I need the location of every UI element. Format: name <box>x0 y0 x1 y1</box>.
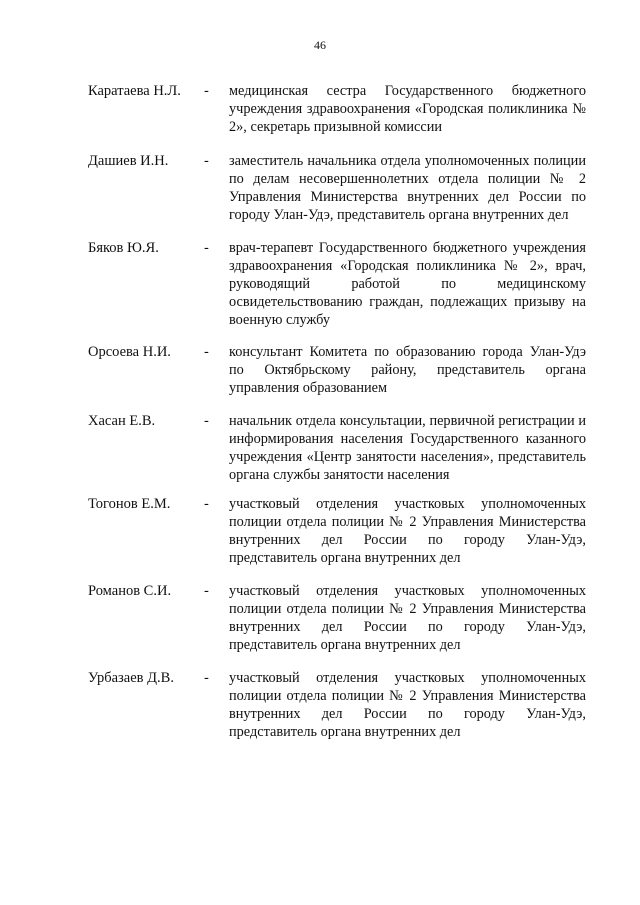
member-entry <box>88 412 586 492</box>
member-dash: - <box>204 670 209 686</box>
member-dash: - <box>204 344 209 360</box>
member-entry <box>88 669 586 749</box>
member-description: начальник отдела консультации, первичной регистрации и информирования населения Государственного казанного учреждения «Центр занятости населения», представитель органа службы занятости населения <box>229 413 586 483</box>
member-dash: - <box>204 583 209 599</box>
member-entry <box>88 152 586 232</box>
member-description: медицинская сестра Государственного бюджетного учреждения здравоохранения «Городская поликлиника № 2», секретарь призывной комиссии <box>229 83 586 135</box>
member-dash: - <box>204 153 209 169</box>
member-dash: - <box>204 413 209 429</box>
member-dash: - <box>204 83 209 99</box>
member-dash: - <box>204 496 209 512</box>
member-description: участковый отделения участковых уполномоченных полиции отдела полиции № 2 Управления Министерства внутренних дел России по городу Улан-Удэ, представитель органа внутренних дел <box>229 583 586 653</box>
member-description: врач-терапевт Государственного бюджетного учреждения здравоохранения «Городская поликлиника № 2», врач, руководящий работой по медицинскому освидетельствованию граждан, подлежащих призыву на военную службу <box>229 240 586 328</box>
member-entry <box>88 495 586 575</box>
member-description: участковый отделения участковых уполномоченных полиции отдела полиции № 2 Управления Министерства внутренних дел России по городу Улан-Удэ, представитель органа внутренних дел <box>229 496 586 566</box>
member-description: заместитель начальника отдела уполномоченных полиции по делам несовершеннолетних отдела полиции № 2 Управления Министерства внутренних дел России по городу Улан-Удэ, представитель органа внутренних дел <box>229 153 586 223</box>
member-name: Тогонов Е.М. <box>88 496 171 512</box>
member-name: Каратаева Н.Л. <box>88 83 181 99</box>
member-entry <box>88 582 586 662</box>
member-name: Дашиев И.Н. <box>88 153 169 169</box>
member-entry <box>88 239 586 328</box>
member-entry <box>88 82 586 162</box>
member-name: Бяков Ю.Я. <box>88 240 159 256</box>
member-name: Хасан Е.В. <box>88 413 156 429</box>
member-description: участковый отделения участковых уполномоченных полиции отдела полиции № 2 Управления Министерства внутренних дел России по городу Улан-Удэ, представитель органа внутренних дел <box>229 670 586 740</box>
member-dash: - <box>204 240 209 256</box>
member-description: консультант Комитета по образованию города Улан-Удэ по Октябрьскому району, представитель органа управления образованием <box>229 344 586 396</box>
member-name: Орсоева Н.И. <box>88 344 171 360</box>
member-name: Урбазаев Д.В. <box>88 670 174 686</box>
member-name: Романов С.И. <box>88 583 172 599</box>
member-entry <box>88 343 586 423</box>
page-number: 46 <box>314 38 326 52</box>
